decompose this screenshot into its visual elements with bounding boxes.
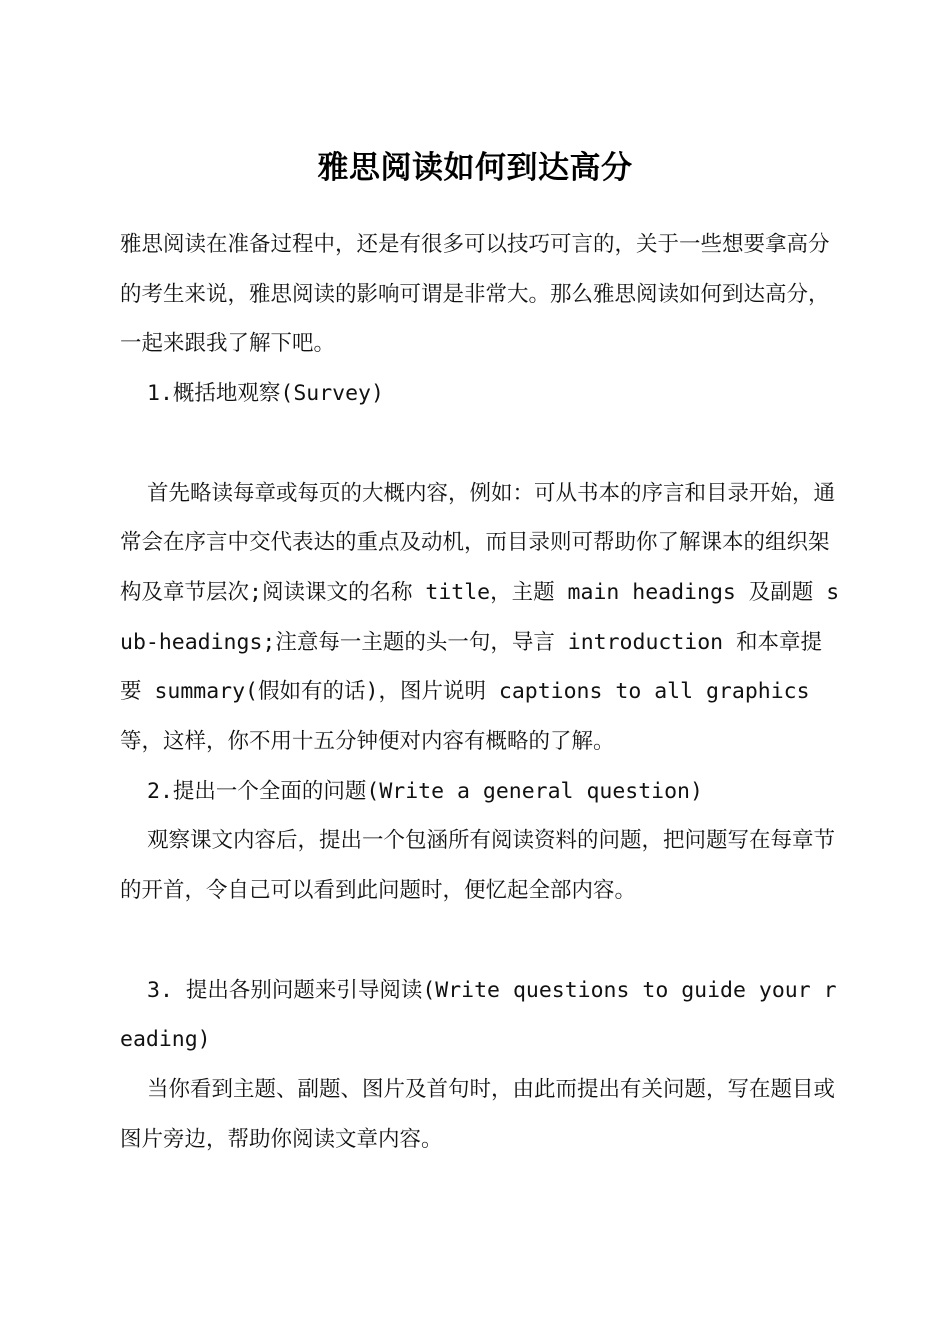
section-heading-general-question: 2.提出一个全面的问题(Write a general question) xyxy=(147,778,703,804)
section-heading-guide-questions: 3. 提出各别问题来引导阅读(Write questions to guide your reading) xyxy=(120,977,837,1053)
section-heading-survey: 1.概括地观察(Survey) xyxy=(147,381,384,407)
document-title: 雅思阅读如何到达高分 xyxy=(317,150,633,186)
document-body xyxy=(120,220,840,1164)
survey-paragraph: 首先略读每章或每页的大概内容，例如：可从书本的序言和目录开始，通常会在序言中交代表达的重点及动机，而目录则可帮助你了解课本的组织架构及章节层次;阅读课文的名称 title，主题 main headings 及副题 sub-headings;注意每一主题的头一句，导言 introduction 和本章提要 summary(假如有的话)，图片说明 captions to all graphics 等，这样，你不用十五分钟便对内容有概略的了解。 xyxy=(120,480,840,755)
general-question-paragraph: 观察课文内容后，提出一个包涵所有阅读资料的问题，把问题写在每章节的开首，令自己可以看到此问题时，便忆起全部内容。 xyxy=(120,828,836,904)
intro-paragraph: 雅思阅读在准备过程中，还是有很多可以技巧可言的，关于一些想要拿高分的考生来说，雅思阅读的影响可谓是非常大。那么雅思阅读如何到达高分，一起来跟我了解下吧。 xyxy=(120,232,830,357)
blank-line xyxy=(120,916,840,966)
guide-questions-paragraph: 当你看到主题、副题、图片及首句时，由此而提出有关问题，写在题目或图片旁边，帮助你阅读文章内容。 xyxy=(120,1076,836,1152)
blank-line xyxy=(120,419,840,469)
